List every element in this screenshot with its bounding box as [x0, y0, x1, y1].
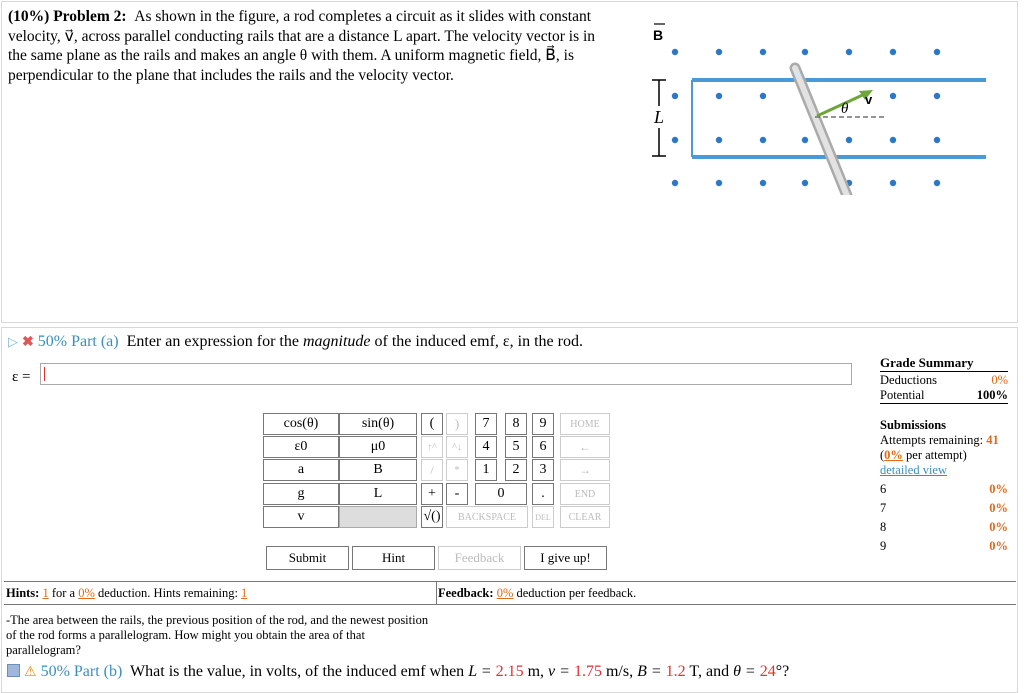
key-left-arrow[interactable]: ←	[560, 436, 610, 458]
answer-label: ε =	[12, 369, 31, 385]
key-paren-close[interactable]: )	[446, 413, 468, 435]
key-7[interactable]: 7	[475, 413, 497, 435]
attempts-label: Attempts remaining:	[880, 433, 984, 447]
part-b-b-unit: T, and	[689, 663, 730, 680]
key-5[interactable]: 5	[505, 436, 527, 458]
grade-summary-title: Grade Summary	[880, 355, 1008, 372]
part-b-label: 50% Part (b)	[40, 663, 123, 680]
part-b-l-value: 2.15	[495, 663, 524, 680]
feedback-pct: 0%	[496, 586, 514, 600]
part-a-prompt: Enter an expression for the	[126, 333, 299, 350]
submit-button[interactable]: Submit	[266, 546, 349, 570]
rails	[692, 78, 986, 159]
submissions-title: Submissions	[880, 418, 947, 432]
key-9[interactable]: 9	[532, 413, 554, 435]
text-caret	[44, 367, 45, 381]
expand-triangle-icon[interactable]: ▷	[8, 334, 18, 349]
problem-body: As shown in the figure, a rod completes a circuit as it slides with constant velocity, v⃗, across parallel conducting rails that are a distance L apart. The velocity vector is in the same plane as the rails and makes an angle θ with them. A uniform magnetic field, B⃗, is perpendicular to the plane that includes the rails and the velocity vector.	[8, 8, 596, 84]
hints-deduction: deduction. Hints remaining:	[98, 586, 238, 600]
theta-label: θ	[841, 101, 849, 117]
key-backspace[interactable]: BACKSPACE	[446, 506, 528, 528]
key-end[interactable]: END	[560, 483, 610, 505]
submission-row-value: 0%	[989, 501, 1008, 515]
grade-summary: Grade Summary Deductions 0% Potential 100% Submissions Attempts remaining: 41 (0% per attempt) detailed view 6 0% 7 0% 8 0% 9 0%	[880, 355, 1008, 558]
part-b-theta-unit: °?	[775, 663, 790, 680]
incorrect-x-icon: ✖	[22, 335, 34, 350]
hint-text: -The area between the rails, the previous position of the rod, and the newest position of the rod forms a parallelogram. How might you obtain the area of that parallelogram?	[6, 613, 429, 657]
key-multiply[interactable]: *	[446, 459, 468, 481]
part-b-v-unit: m/s,	[605, 663, 634, 680]
key-4[interactable]: 4	[475, 436, 497, 458]
attempts-value: 41	[986, 433, 999, 447]
v-label: v	[865, 92, 873, 107]
hints-remaining: 1	[241, 586, 248, 600]
key-sqrt[interactable]: √()	[421, 506, 443, 528]
key-mu0[interactable]: μ0	[339, 436, 417, 458]
answer-input[interactable]	[40, 363, 852, 385]
deductions-label: Deductions	[880, 373, 937, 387]
key-right-arrow[interactable]: →	[560, 459, 610, 481]
submission-row-number: 8	[880, 520, 887, 534]
part-b-v-value: 1.75	[573, 663, 602, 680]
potential-value: 100%	[976, 388, 1008, 402]
key-1[interactable]: 1	[475, 459, 497, 481]
key-B[interactable]: B	[339, 459, 417, 481]
per-attempt-label: per attempt)	[906, 448, 967, 462]
warning-icon: ⚠	[24, 665, 37, 680]
key-plus[interactable]: +	[421, 483, 443, 505]
key-decimal[interactable]: .	[532, 483, 554, 505]
part-a-prompt-em: magnitude	[302, 333, 371, 350]
part-b-prompt: What is the value, in volts, of the induced emf when	[130, 663, 465, 680]
feedback-button[interactable]: Feedback	[438, 546, 521, 570]
hints-pct: 0%	[78, 586, 95, 600]
key-home[interactable]: HOME	[560, 413, 610, 435]
submission-row-value: 0%	[989, 520, 1008, 534]
feedback-text: deduction per feedback.	[516, 586, 637, 600]
l-dimension	[651, 80, 667, 156]
part-a-label: 50% Part (a)	[37, 333, 119, 350]
hints-count: 1	[42, 586, 49, 600]
part-b-l-eq: L =	[468, 663, 492, 680]
key-g[interactable]: g	[263, 483, 339, 505]
key-del[interactable]: DEL	[532, 506, 554, 528]
part-b-theta-eq: θ =	[733, 663, 756, 680]
part-b-theta-value: 24	[759, 663, 776, 680]
key-cos[interactable]: cos(θ)	[263, 413, 339, 435]
key-8[interactable]: 8	[505, 413, 527, 435]
collapse-icon[interactable]	[7, 664, 20, 677]
field-dots	[672, 49, 940, 186]
key-down[interactable]: ^↓	[446, 436, 468, 458]
part-b-v-eq: v =	[548, 663, 570, 680]
submission-row-number: 9	[880, 539, 887, 553]
part-b-b-value: 1.2	[665, 663, 686, 680]
part-b-header	[7, 663, 789, 681]
rod-rails-figure	[645, 20, 995, 195]
potential-label: Potential	[880, 388, 925, 402]
part-a-prompt-post: of the induced emf, ε, in the rod.	[374, 333, 583, 350]
feedback-summary	[438, 586, 636, 601]
key-epsilon0[interactable]: ε0	[263, 436, 339, 458]
submission-row-value: 0%	[989, 539, 1008, 553]
key-0[interactable]: 0	[475, 483, 527, 505]
problem-heading: (10%) Problem 2:	[8, 8, 127, 25]
hint-button[interactable]: Hint	[352, 546, 435, 570]
key-sin[interactable]: sin(θ)	[339, 413, 417, 435]
submission-row-number: 7	[880, 501, 887, 515]
feedback-label: Feedback:	[438, 586, 494, 600]
key-minus[interactable]: -	[446, 483, 468, 505]
key-paren-open[interactable]: (	[421, 413, 443, 435]
hints-label: Hints:	[6, 586, 40, 600]
hints-for-a: for a	[51, 586, 76, 600]
hints-bar	[4, 581, 1016, 605]
key-3[interactable]: 3	[532, 459, 554, 481]
key-a[interactable]: a	[263, 459, 339, 481]
hints-summary	[6, 586, 247, 601]
submission-row-number: 6	[880, 482, 887, 496]
key-L[interactable]: L	[339, 483, 417, 505]
give-up-button[interactable]: I give up!	[524, 546, 607, 570]
part-a-header	[8, 333, 583, 351]
key-6[interactable]: 6	[532, 436, 554, 458]
submission-row-value: 0%	[989, 482, 1008, 496]
problem-statement	[8, 7, 608, 85]
detailed-view-link[interactable]: detailed view	[880, 463, 947, 477]
figure-b-label: B	[653, 27, 664, 43]
part-b-l-unit: m,	[527, 663, 545, 680]
key-divide[interactable]: /	[421, 459, 443, 481]
key-2[interactable]: 2	[505, 459, 527, 481]
part-b-b-eq: B =	[637, 663, 662, 680]
deductions-value: 0%	[991, 373, 1008, 387]
key-up[interactable]: ↑^	[421, 436, 443, 458]
key-blank	[339, 506, 417, 528]
key-v[interactable]: v	[263, 506, 339, 528]
l-label: L	[654, 107, 665, 127]
per-attempt-pct: 0%	[884, 448, 903, 462]
key-clear[interactable]: CLEAR	[560, 506, 610, 528]
